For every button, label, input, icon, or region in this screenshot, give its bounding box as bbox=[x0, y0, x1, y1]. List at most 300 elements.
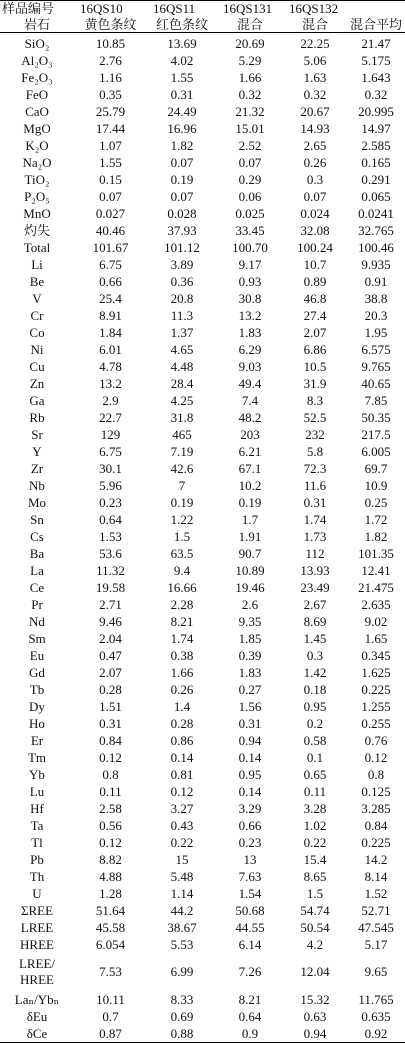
value-cell: 0.07 bbox=[170, 155, 194, 170]
value-cell: 20.3 bbox=[364, 308, 388, 323]
value-cell: 0.291 bbox=[361, 172, 391, 187]
value-cell: 112 bbox=[305, 546, 325, 561]
value-cell: 0.66 bbox=[99, 274, 122, 289]
row-label: Na₂O bbox=[22, 155, 52, 170]
value-cell: 15 bbox=[175, 852, 189, 867]
value-cell: 21.475 bbox=[358, 580, 394, 595]
table-row bbox=[0, 991, 405, 1008]
row-label: Co bbox=[29, 325, 45, 340]
value-cell: 1.56 bbox=[238, 699, 262, 714]
value-cell: 44.2 bbox=[170, 903, 194, 918]
value-cell: 27.4 bbox=[303, 308, 327, 323]
value-cell: 1.53 bbox=[99, 529, 122, 544]
table-row bbox=[0, 460, 405, 477]
value-cell: 5.175 bbox=[361, 53, 391, 68]
value-cell: 23.49 bbox=[300, 580, 330, 595]
table-row bbox=[0, 120, 405, 137]
table-row bbox=[0, 919, 405, 936]
value-cell: 0.07 bbox=[99, 189, 122, 204]
value-cell: 101.67 bbox=[92, 240, 129, 255]
value-cell: 2.52 bbox=[238, 138, 262, 153]
table-row bbox=[0, 630, 405, 647]
value-cell: 9.02 bbox=[364, 614, 388, 629]
table-row bbox=[0, 511, 405, 528]
value-cell: 0.56 bbox=[99, 818, 122, 833]
row-label: Sn bbox=[30, 512, 44, 527]
value-cell: 25.79 bbox=[95, 104, 126, 119]
row-label: Hf bbox=[30, 801, 44, 816]
value-cell: 54.74 bbox=[300, 903, 330, 918]
value-cell: 2.585 bbox=[361, 138, 391, 153]
table-row bbox=[0, 358, 405, 375]
value-cell: 1.83 bbox=[238, 325, 262, 340]
value-cell: 0.95 bbox=[303, 699, 327, 714]
value-cell: 1.625 bbox=[361, 665, 391, 680]
table-row bbox=[0, 443, 405, 460]
value-cell: 6.75 bbox=[99, 257, 122, 272]
value-cell: 15.01 bbox=[235, 121, 265, 136]
table-row bbox=[0, 647, 405, 664]
value-cell: 5.53 bbox=[170, 937, 194, 952]
value-cell: 8.3 bbox=[306, 393, 324, 408]
value-cell: 0.95 bbox=[238, 767, 262, 782]
value-cell: 1.91 bbox=[238, 529, 262, 544]
value-cell: 0.28 bbox=[170, 716, 194, 731]
table-row bbox=[0, 596, 405, 613]
value-cell: 10.7 bbox=[303, 257, 327, 272]
value-cell: 25.4 bbox=[99, 291, 122, 306]
value-cell: 32.08 bbox=[300, 223, 330, 238]
row-label: Er bbox=[30, 733, 44, 748]
value-cell: 0.87 bbox=[74, 1025, 147, 1043]
value-cell: 0.028 bbox=[167, 206, 197, 221]
value-cell: 51.64 bbox=[95, 903, 126, 918]
row-label: Cs bbox=[30, 529, 44, 544]
value-cell: 52.71 bbox=[361, 903, 391, 918]
value-cell: 53.6 bbox=[99, 546, 122, 561]
table-row bbox=[0, 52, 405, 69]
value-cell: 203 bbox=[240, 427, 260, 442]
value-cell: 14.97 bbox=[361, 121, 391, 136]
value-cell: 44.55 bbox=[235, 920, 265, 935]
table-row bbox=[0, 375, 405, 392]
table-row bbox=[0, 545, 405, 562]
value-cell: 6.99 bbox=[170, 964, 194, 979]
value-cell: 9.03 bbox=[238, 359, 262, 374]
value-cell: 1.65 bbox=[364, 631, 388, 646]
value-cell: 2.9 bbox=[102, 393, 119, 408]
value-cell: 6.054 bbox=[95, 937, 126, 952]
value-cell: 9.4 bbox=[173, 563, 191, 578]
value-cell: 40.46 bbox=[95, 223, 126, 238]
value-cell: 6.29 bbox=[238, 342, 262, 357]
value-cell: 0.39 bbox=[238, 648, 262, 663]
value-cell: 6.005 bbox=[361, 444, 391, 459]
row-label: Ni bbox=[30, 342, 44, 357]
value-cell: 50.54 bbox=[300, 920, 330, 935]
value-cell: 0.19 bbox=[170, 495, 194, 510]
value-cell: 0.14 bbox=[170, 750, 194, 765]
value-cell: 52.5 bbox=[303, 410, 327, 425]
value-cell: 0.22 bbox=[170, 835, 194, 850]
value-cell: 5.96 bbox=[99, 478, 122, 493]
value-cell: 0.38 bbox=[170, 648, 194, 663]
value-cell: 1.74 bbox=[170, 631, 194, 646]
value-cell: 30.1 bbox=[99, 461, 122, 476]
value-cell: 20.69 bbox=[235, 36, 265, 51]
table-row bbox=[0, 698, 405, 715]
row-label: Gd bbox=[29, 665, 45, 680]
value-cell: 9.65 bbox=[364, 964, 388, 979]
value-cell: 8.14 bbox=[364, 869, 388, 884]
table-row bbox=[0, 902, 405, 919]
value-cell: 0.14 bbox=[238, 784, 262, 799]
value-cell: 6.14 bbox=[238, 937, 262, 952]
table-row bbox=[0, 426, 405, 443]
value-cell: 8.21 bbox=[170, 614, 194, 629]
value-cell: 8.65 bbox=[303, 869, 327, 884]
value-cell: 0.31 bbox=[170, 87, 194, 102]
table-row bbox=[0, 953, 405, 991]
value-cell: 0.64 bbox=[238, 1009, 262, 1024]
value-cell: 13 bbox=[243, 852, 257, 867]
value-cell: 2.28 bbox=[170, 597, 194, 612]
value-cell: 0.93 bbox=[238, 274, 262, 289]
value-cell: 5.17 bbox=[364, 937, 388, 952]
rock-type-header: 混合 bbox=[283, 17, 347, 33]
row-label: Nb bbox=[29, 478, 45, 493]
row-label: Ho bbox=[29, 716, 45, 731]
value-cell: 129 bbox=[100, 427, 121, 442]
row-label: Sr bbox=[31, 427, 43, 442]
value-cell: 8.91 bbox=[99, 308, 122, 323]
value-cell: 2.07 bbox=[99, 665, 122, 680]
value-cell: 0.06 bbox=[238, 189, 262, 204]
table-row bbox=[0, 137, 405, 154]
value-cell: 0.7 bbox=[102, 1009, 119, 1024]
row-label: V bbox=[32, 291, 42, 306]
row-label: Be bbox=[29, 274, 45, 289]
value-cell: 38.8 bbox=[364, 291, 388, 306]
value-cell: 0.65 bbox=[303, 767, 327, 782]
value-cell: 4.78 bbox=[99, 359, 122, 374]
table-row bbox=[0, 1025, 405, 1043]
row-label: SiO₂ bbox=[24, 36, 50, 51]
row-label: Tb bbox=[29, 682, 45, 697]
row-label: Ga bbox=[29, 393, 45, 408]
value-cell: 22.25 bbox=[300, 36, 330, 51]
value-cell: 1.7 bbox=[241, 512, 259, 527]
value-cell: 15.32 bbox=[300, 992, 330, 1007]
row-label: δEu bbox=[26, 1009, 48, 1024]
row-label: Tm bbox=[27, 750, 47, 765]
row-label: Th bbox=[29, 869, 45, 884]
value-cell: 1.14 bbox=[170, 886, 194, 901]
value-cell: 5.8 bbox=[306, 444, 324, 459]
table-row bbox=[0, 834, 405, 851]
row-label: La bbox=[30, 563, 44, 578]
value-cell: 1.51 bbox=[99, 699, 122, 714]
value-cell: 0.9 bbox=[217, 1025, 283, 1043]
value-cell: 63.5 bbox=[170, 546, 194, 561]
value-cell: 0.89 bbox=[303, 274, 327, 289]
value-cell: 0.76 bbox=[364, 733, 388, 748]
value-cell: 1.02 bbox=[303, 818, 327, 833]
value-cell: 0.8 bbox=[102, 767, 119, 782]
value-cell: 0.22 bbox=[303, 835, 327, 850]
value-cell: 1.55 bbox=[170, 70, 194, 85]
value-cell: 37.93 bbox=[167, 223, 197, 238]
value-cell: 9.935 bbox=[361, 257, 391, 272]
table-row bbox=[0, 239, 405, 256]
value-cell: 1.74 bbox=[303, 512, 327, 527]
rock-type-header: 黄色条纹 bbox=[74, 17, 147, 33]
value-cell: 0.15 bbox=[99, 172, 122, 187]
value-cell: 0.88 bbox=[147, 1025, 217, 1043]
value-cell: 0.43 bbox=[170, 818, 194, 833]
value-cell: 8.21 bbox=[238, 992, 262, 1007]
value-cell: 1.5 bbox=[306, 886, 324, 901]
value-cell: 0.32 bbox=[364, 87, 388, 102]
row-label: Mo bbox=[27, 495, 47, 510]
table-row bbox=[0, 936, 405, 953]
value-cell: 20.67 bbox=[300, 104, 330, 119]
value-cell: 0.94 bbox=[283, 1025, 347, 1043]
table-row bbox=[0, 817, 405, 834]
row-label: Li bbox=[31, 257, 43, 272]
value-cell: 0.07 bbox=[238, 155, 262, 170]
value-cell: 1.82 bbox=[364, 529, 388, 544]
value-cell: 32.765 bbox=[358, 223, 394, 238]
sample-id-header: 16QS131 bbox=[217, 1, 283, 18]
row-label: Pr bbox=[31, 597, 43, 612]
value-cell: 21.32 bbox=[235, 104, 265, 119]
value-cell: 7.53 bbox=[99, 964, 122, 979]
row-label: Cu bbox=[29, 359, 45, 374]
rock-type-header: 混合平均 bbox=[347, 17, 405, 33]
value-cell: 3.29 bbox=[238, 801, 262, 816]
value-cell: 0.07 bbox=[303, 189, 327, 204]
value-cell: 0.025 bbox=[235, 206, 265, 221]
value-cell: 38.67 bbox=[167, 920, 197, 935]
value-cell: 0.19 bbox=[170, 172, 194, 187]
table-row bbox=[0, 103, 405, 120]
table-row bbox=[0, 273, 405, 290]
value-cell: 0.225 bbox=[361, 682, 391, 697]
value-cell: 217.5 bbox=[361, 427, 391, 442]
value-cell: 11.6 bbox=[303, 478, 327, 493]
value-cell: 0.31 bbox=[303, 495, 327, 510]
value-cell: 31.8 bbox=[170, 410, 194, 425]
sample-id-header: 16QS132 bbox=[283, 1, 347, 18]
value-cell: 2.76 bbox=[99, 53, 122, 68]
row-label: MnO bbox=[23, 206, 51, 221]
value-cell: 0.12 bbox=[364, 750, 388, 765]
value-cell: 1.83 bbox=[238, 665, 262, 680]
value-cell: 4.2 bbox=[306, 937, 324, 952]
table-row bbox=[0, 222, 405, 239]
row-label: K₂O bbox=[25, 138, 49, 153]
value-cell: 1.255 bbox=[361, 699, 391, 714]
table-row bbox=[0, 341, 405, 358]
value-cell: 0.25 bbox=[364, 495, 388, 510]
value-cell: 14.93 bbox=[300, 121, 330, 136]
row-label: Ta bbox=[30, 818, 44, 833]
value-cell: 4.02 bbox=[170, 53, 194, 68]
value-cell: 0.125 bbox=[361, 784, 391, 799]
value-cell: 1.84 bbox=[99, 325, 122, 340]
value-cell: 47.545 bbox=[358, 920, 394, 935]
value-cell: 10.5 bbox=[303, 359, 327, 374]
value-cell: 0.63 bbox=[303, 1009, 327, 1024]
row-label: Y bbox=[32, 444, 42, 459]
rock-type-header-row bbox=[0, 17, 405, 33]
row-label: ΣREE bbox=[20, 903, 54, 918]
value-cell: 2.04 bbox=[99, 631, 122, 646]
value-cell: 5.06 bbox=[303, 53, 327, 68]
value-cell: 0.255 bbox=[361, 716, 391, 731]
value-cell: 0.28 bbox=[99, 682, 122, 697]
row-label: TiO₂ bbox=[24, 172, 50, 187]
value-cell: 10.85 bbox=[95, 36, 126, 51]
sample-id-header bbox=[347, 1, 405, 18]
value-cell: 50.68 bbox=[235, 903, 265, 918]
value-cell: 2.65 bbox=[303, 138, 327, 153]
rock-type-header: 红色条纹 bbox=[147, 17, 217, 33]
table-row bbox=[0, 800, 405, 817]
table-row bbox=[0, 171, 405, 188]
row-label: Ba bbox=[29, 546, 45, 561]
value-cell: 50.35 bbox=[361, 410, 391, 425]
table-row bbox=[0, 307, 405, 324]
table-row bbox=[0, 205, 405, 222]
value-cell: 1.54 bbox=[238, 886, 262, 901]
table-row bbox=[0, 681, 405, 698]
row-label: MgO bbox=[23, 121, 51, 136]
value-cell: 9.17 bbox=[238, 257, 262, 272]
table-row bbox=[0, 528, 405, 545]
table-body bbox=[0, 33, 405, 1043]
value-cell: 1.63 bbox=[303, 70, 327, 85]
row-label: LREE bbox=[20, 920, 54, 935]
value-cell: 12.41 bbox=[361, 563, 391, 578]
value-cell: 0.64 bbox=[99, 512, 122, 527]
value-cell: 1.28 bbox=[99, 886, 122, 901]
table-row bbox=[0, 613, 405, 630]
value-cell: 3.285 bbox=[361, 801, 391, 816]
value-cell: 9.35 bbox=[238, 614, 262, 629]
value-cell: 6.75 bbox=[99, 444, 122, 459]
row-label: Pb bbox=[30, 852, 44, 867]
value-cell: 0.66 bbox=[238, 818, 262, 833]
value-cell: 0.635 bbox=[361, 1009, 391, 1024]
value-cell: 46.8 bbox=[303, 291, 327, 306]
value-cell: 0.024 bbox=[300, 206, 330, 221]
value-cell: 7 bbox=[178, 478, 186, 493]
table-row bbox=[0, 256, 405, 273]
sample-id-header-row bbox=[0, 1, 405, 18]
value-cell: 0.26 bbox=[170, 682, 194, 697]
value-cell: 13.2 bbox=[99, 376, 122, 391]
value-cell: 0.11 bbox=[99, 784, 122, 799]
value-cell: 0.065 bbox=[361, 189, 391, 204]
row-label: Lu bbox=[29, 784, 45, 799]
value-cell: 0.86 bbox=[170, 733, 194, 748]
table-row bbox=[0, 868, 405, 885]
value-cell: 72.3 bbox=[303, 461, 327, 476]
table-row bbox=[0, 715, 405, 732]
value-cell: 6.575 bbox=[361, 342, 391, 357]
value-cell: 19.58 bbox=[95, 580, 126, 595]
value-cell: 0.12 bbox=[99, 835, 122, 850]
value-cell: 3.89 bbox=[170, 257, 194, 272]
table-row bbox=[0, 562, 405, 579]
value-cell: 0.84 bbox=[364, 818, 388, 833]
value-cell: 1.85 bbox=[238, 631, 262, 646]
value-cell: 4.88 bbox=[99, 869, 122, 884]
value-cell: 15.4 bbox=[303, 852, 327, 867]
table-row bbox=[0, 86, 405, 103]
sample-id-header: 16QS10 bbox=[74, 1, 147, 18]
value-cell: 9.46 bbox=[99, 614, 122, 629]
value-cell: 0.26 bbox=[303, 155, 327, 170]
value-cell: 2.6 bbox=[241, 597, 259, 612]
value-cell: 5.29 bbox=[238, 53, 262, 68]
value-cell: 0.0241 bbox=[358, 206, 394, 221]
value-cell: 0.36 bbox=[170, 274, 194, 289]
row-label: Total bbox=[23, 240, 51, 255]
value-cell: 7.19 bbox=[170, 444, 194, 459]
value-cell: 0.12 bbox=[99, 750, 122, 765]
value-cell: 31.9 bbox=[303, 376, 327, 391]
value-cell: 16.96 bbox=[167, 121, 197, 136]
value-cell: 0.84 bbox=[99, 733, 122, 748]
row-label: 灼失 bbox=[23, 223, 50, 238]
value-cell: 0.32 bbox=[303, 87, 327, 102]
value-cell: 1.4 bbox=[173, 699, 191, 714]
value-cell: 0.165 bbox=[361, 155, 391, 170]
value-cell: 232 bbox=[305, 427, 325, 442]
value-cell: 7.85 bbox=[364, 393, 388, 408]
value-cell: 1.66 bbox=[170, 665, 194, 680]
value-cell: 0.81 bbox=[170, 767, 194, 782]
value-cell: 0.19 bbox=[238, 495, 262, 510]
value-cell: 1.72 bbox=[364, 512, 388, 527]
row-label: Zn bbox=[29, 376, 45, 391]
table-row bbox=[0, 732, 405, 749]
row-label: Yb bbox=[29, 767, 45, 782]
value-cell: 1.643 bbox=[361, 70, 391, 85]
value-cell: 0.94 bbox=[238, 733, 262, 748]
value-cell: 1.73 bbox=[303, 529, 327, 544]
table-row bbox=[0, 664, 405, 681]
value-cell: 0.31 bbox=[238, 716, 262, 731]
value-cell: 1.45 bbox=[303, 631, 327, 646]
row-label: Fe₂O₃ bbox=[21, 70, 53, 85]
value-cell: 13.69 bbox=[167, 36, 197, 51]
value-cell: 0.47 bbox=[99, 648, 122, 663]
row-label: Dy bbox=[29, 699, 45, 714]
value-cell: 4.25 bbox=[170, 393, 194, 408]
value-cell: 42.6 bbox=[170, 461, 194, 476]
value-cell: 1.95 bbox=[364, 325, 388, 340]
value-cell: 10.89 bbox=[235, 563, 265, 578]
value-cell: 19.46 bbox=[235, 580, 265, 595]
table-row bbox=[0, 783, 405, 800]
row-label: Laₙ/Ybₙ bbox=[14, 992, 60, 1007]
value-cell: 2.635 bbox=[361, 597, 391, 612]
value-cell: 28.4 bbox=[170, 376, 194, 391]
